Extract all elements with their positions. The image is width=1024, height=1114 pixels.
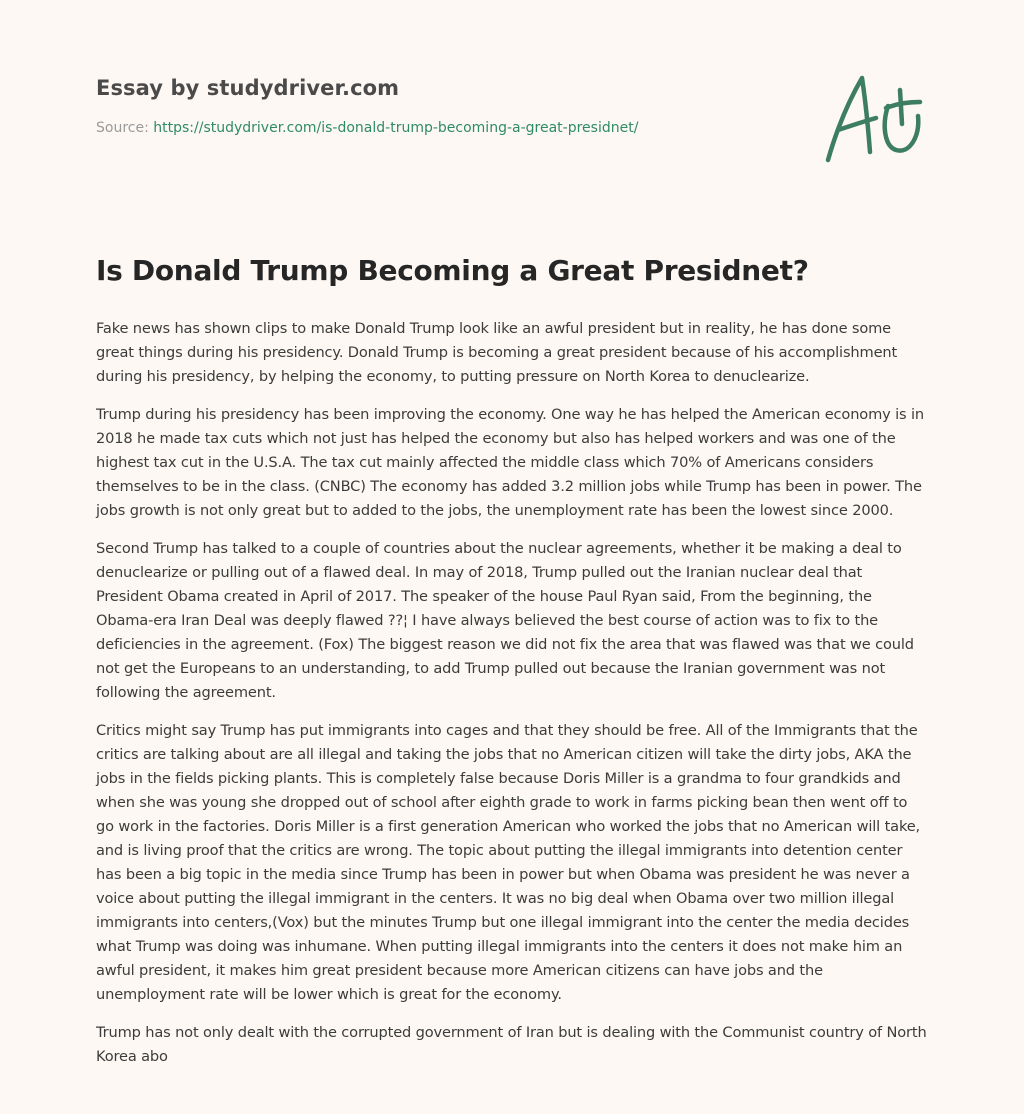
essay-paragraph: Fake news has shown clips to make Donald Trump look like an awful president but in reality, he has done some great things during his presidency. Donald Trump is becoming a great president because of his accomplishment during his presidency, by helping the economy, to putting pressure on North Korea to denuclearize. [96,320,898,385]
brand-title: Essay by studydriver.com [96,76,400,100]
essay-paragraph: Critics might say Trump has put immigrants into cages and that they should be free. All of the Immigrants that the critics are talking about are all illegal and taking the jobs that no American citizen will take the dirty jobs, AKA the jobs in the fields picking plants. This is completely false because Doris Miller is a grandma to four grandkids and when she was young she dropped out of school after eighth grade to work in farms picking bean then went off to go work in the factories. Doris Miller is a first generation American who worked the jobs that no American will take, and is living proof that the critics are wrong. The topic about putting the illegal immigrants into detention center has been a big topic in the media since Trump has been in power but when Obama was president he was never a voice about putting the illegal immigrant in the centers. It was no big deal when Obama over two million illegal immigrants into centers,(Vox) but the minutes Trump but one illegal immigrant into the center the media decides what Trump was doing was inhumane. When putting illegal immigrants into the centers it does not make him an awful president, it makes him great president because more American citizens can have jobs and the unemployment rate will be lower which is great for the economy. [96,722,921,1003]
essay-content [96,254,928,1083]
a-plus-logo-icon [822,66,930,166]
essay-paragraph: Second Trump has talked to a couple of countries about the nuclear agreements, whether it be making a deal to denuclearize or pulling out of a flawed deal. In may of 2018, Trump pulled out the Iranian nuclear deal that President Obama created in April of 2017. The speaker of the house Paul Ryan said, From the beginning, the Obama-era Iran Deal was deeply flawed ??¦ I have always believed the best course of action was to fix to the deficiencies in the agreement. (Fox) The biggest reason we did not fix the area that was flawed was that we could not get the Europeans to an understanding, to add Trump pulled out because the Iranian government was not following the agreement. [96,540,914,701]
essay-paragraph: Trump during his presidency has been improving the economy. One way he has helped the American economy is in 2018 he made tax cuts which not just has helped the economy but also has helped workers and was one of the highest tax cut in the U.S.A. The tax cut mainly affected the middle class which 70% of Americans considers themselves to be in the class. (CNBC) The economy has added 3.2 million jobs while Trump has been in power. The jobs growth is not only great but to added to the jobs, the unemployment rate has been the lowest since 2000. [96,406,924,519]
essay-title: Is Donald Trump Becoming a Great Presidnet? [96,254,809,287]
essay-paragraph: Trump has not only dealt with the corrupted government of Iran but is dealing with the Communist country of North Korea abo [96,1024,927,1065]
essay-header [96,76,796,136]
source-link[interactable]: https://studydriver.com/is-donald-trump-becoming-a-great-presidnet/ [153,120,639,136]
source-line [96,120,796,136]
source-label: Source: [96,120,149,136]
